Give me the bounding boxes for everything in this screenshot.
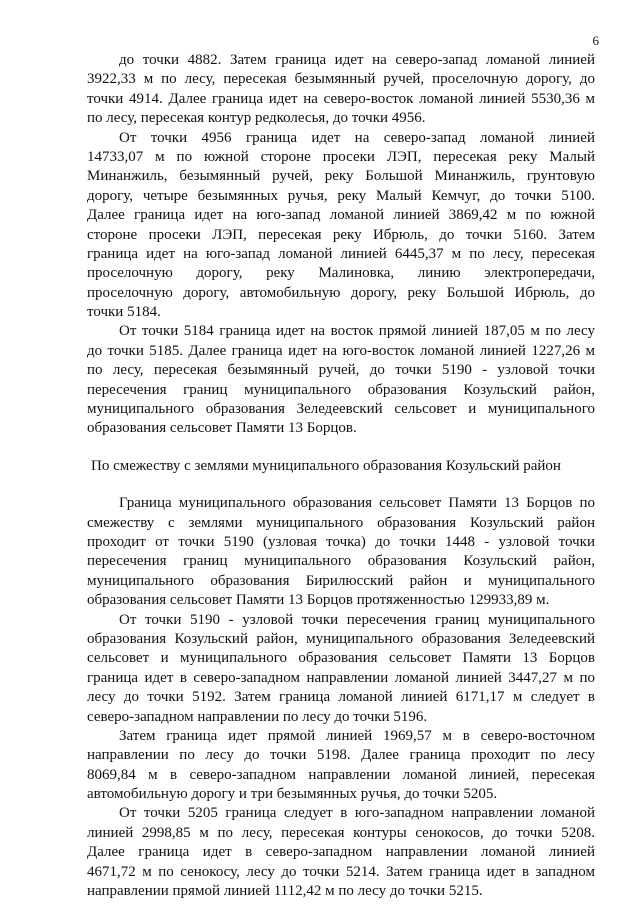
paragraph-line: Граница муниципального образования сельсовет Памяти 13 Борцов по (119, 495, 595, 512)
paragraph-line: образования сельсовет Памяти 13 Борцов. (87, 420, 357, 437)
paragraph-line: От точки 5190 - узловой точки пересечения границ муниципального (119, 611, 595, 628)
paragraph-line: От точки 4956 граница идет на северо-запад ломаной линией (119, 129, 595, 146)
paragraph-line: проселочную дорогу, автомобильную дорогу, реку Большой Ибрюль, до (87, 284, 595, 301)
paragraph-line: направлении прямой линией 1112,42 м по лесу до точки 5215. (87, 883, 483, 900)
paragraph-line: точки 4914. Далее граница идет на северо-восток ломаной линией 5530,36 м (87, 90, 595, 107)
paragraph-line: От точки 5184 граница идет на восток прямой линией 187,05 м по лесу (119, 323, 595, 340)
paragraph-line: 14733,07 м по южной стороне просеки ЛЭП, пересекая реку Малый (87, 148, 595, 165)
paragraph-line: по лесу, пересекая безымянный ручей, до точки 5190 - узловой точки (87, 362, 595, 379)
paragraph-line: смежеству с землями муниципального образования Козульский район (87, 514, 595, 531)
paragraph (87, 322, 595, 438)
paragraph-line: дорогу, четыре безымянных ручья, реку Малый Кемчуг, до точки 5100. (87, 187, 595, 204)
paragraph-line: лесу до точки 5192. Затем граница ломаной линией 6171,17 м следует в (87, 689, 595, 706)
paragraph-line: граница идет на юго-запад ломаной линией 6445,37 м по лесу, пересекая (87, 245, 595, 262)
paragraph-line: Далее граница идет на юго-запад ломаной линией 3869,42 м по южной (87, 207, 595, 224)
paragraph-line: линией 2998,85 м по лесу, пересекая контуры сенокосов, до точки 5208. (87, 824, 595, 841)
paragraph-line: до точки 4882. Затем граница идет на северо-запад ломаной линией (119, 52, 595, 68)
page-number: 6 (592, 33, 599, 48)
paragraph-line: проходит от точки 5190 (узловая точка) до точки 1448 - узловой точки (87, 533, 595, 550)
paragraph-line: проселочную дорогу, реку Малиновка, линию электропередачи, (87, 265, 595, 282)
paragraph (87, 494, 595, 610)
paragraph-line: Далее граница идет в северо-западном направлении ломаной линией (87, 844, 595, 861)
paragraph-line: 8069,84 м в северо-западном направлении ломаной линией, пересекая (87, 766, 595, 783)
paragraph (87, 51, 595, 129)
paragraph-line: северо-западном направлении по лесу до точки 5196. (87, 708, 428, 725)
paragraph-line: пересечения границ муниципального образования Козульский район, (87, 553, 595, 570)
paragraph-line: по лесу, пересекая контур редколесья, до точки 4956. (87, 110, 426, 127)
paragraph-line: Минанжиль, безымянный ручей, реку Большой Минанжиль, грунтовую (87, 168, 595, 185)
paragraph-line: 4671,72 м по сенокосу, лесу до точки 5214. Затем граница идет в западном (87, 863, 595, 880)
paragraph-line: муниципального образования Зеледеевский сельсовет и муниципального (87, 401, 595, 418)
paragraph (87, 129, 595, 323)
paragraph-line: точки 5184. (87, 304, 161, 321)
paragraph-line: пересечения границ муниципального образования Козульский район, (87, 381, 595, 398)
paragraph-line: направлении по лесу до точки 5198. Далее граница проходит по лесу (87, 747, 595, 764)
paragraph-line: От точки 5205 граница следует в юго-западном направлении ломаной (119, 805, 595, 822)
paragraph-line: Затем граница идет прямой линией 1969,57 м в северо-восточном (119, 727, 595, 744)
paragraph (87, 804, 595, 901)
paragraph-line: 3922,33 м по лесу, пересекая безымянный ручей, проселочную дорогу, до (87, 71, 595, 88)
section-heading: По смежеству с землями муниципального образования Козульский район (91, 457, 561, 474)
paragraph-line: стороне просеки ЛЭП, пересекая реку Ибрюль, до точки 5160. Затем (87, 226, 595, 243)
paragraph-line: граница идет в северо-западном направлении ломаной линией 3447,27 м по (87, 669, 595, 686)
paragraph-line: образования сельсовет Памяти 13 Борцов протяженностью 129933,89 м. (87, 592, 550, 609)
paragraph-line: образования Козульский район, муниципального образования Зеледеевский (87, 630, 595, 647)
paragraph (87, 611, 595, 727)
paragraph (87, 727, 595, 805)
paragraph-line: до точки 5185. Далее граница идет на юго-восток ломаной линией 1227,26 м (87, 342, 595, 359)
paragraph-line: сельсовет и муниципального образования сельсовет Памяти 13 Борцов (87, 650, 595, 667)
paragraph-line: автомобильную дорогу и три безымянных ручья, до точки 5205. (87, 786, 498, 803)
paragraph-line: муниципального образования Бирилюсский район и муниципального (87, 572, 595, 589)
document-body (87, 51, 595, 901)
